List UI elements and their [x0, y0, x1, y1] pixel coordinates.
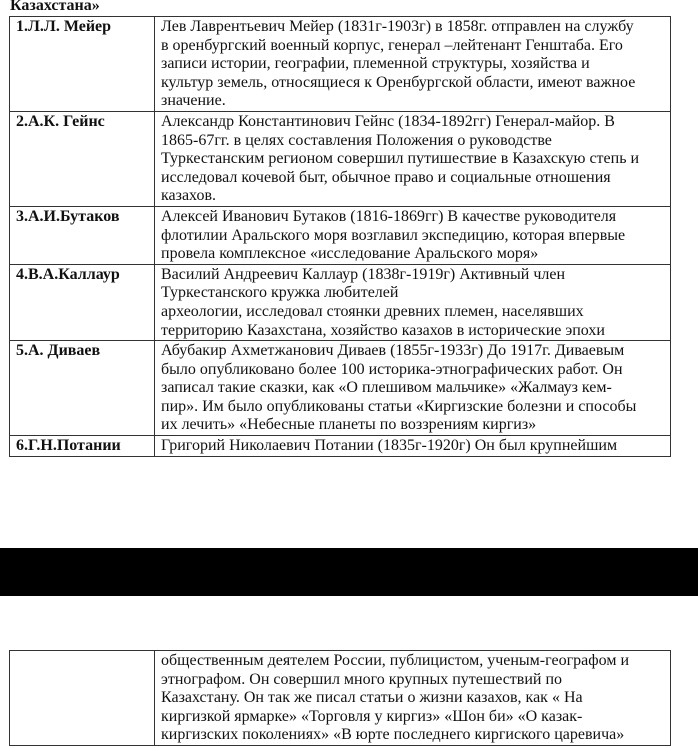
description-line: записи истории, географии, племенной структуры, хозяйства и: [161, 55, 590, 73]
description-line: археологии, исследовал стоянки древних племен, населявших: [161, 302, 584, 320]
table-row: [10, 111, 671, 206]
description-line: киргизкой ярмарке» «Торговля у киргиз» «Шон би» «О казак-: [161, 707, 583, 725]
scientist-name: [10, 651, 155, 746]
table-row: [10, 206, 671, 264]
scientist-name: 5.А. Диваев: [10, 341, 155, 436]
description-line: провела комплексное «исследование Аральского моря»: [161, 245, 539, 263]
scientist-name: 4.В.А.Каллаур: [10, 264, 155, 340]
scientist-description: [155, 651, 671, 746]
page-heading: Казахстана»: [10, 0, 100, 14]
description-line: флотилии Аральского моря возглавил экспедицию, которая впервые: [161, 226, 626, 244]
description-line: киргизских поколениях» «В юрте последнего киргиского царевича»: [161, 726, 625, 744]
description-line: значение.: [161, 92, 226, 110]
scientist-name: 2.А.К. Гейнс: [10, 111, 155, 206]
scientist-name: 1.Л.Л. Мейер: [10, 17, 155, 112]
description-line: Абубакир Ахметжанович Диваев (1855г-1933г) До 1917г. Диваевым: [161, 342, 625, 360]
description-line: пир». Им было опубликованы статьи «Киргизские болезни и способы: [161, 397, 637, 415]
table-row: [10, 341, 671, 436]
table-row: [10, 17, 671, 112]
scientist-description: [155, 341, 671, 436]
scientist-description: [155, 264, 671, 340]
description-line: территорию Казахстана, хозяйство казахов в исторические эпохи: [161, 321, 605, 339]
scientists-table: [9, 16, 671, 457]
description-line: Алексей Иванович Бутаков (1816-1869гг) В качестве руководителя: [161, 207, 617, 225]
scientist-description: [155, 206, 671, 264]
description-line: общественным деятелем России, публицистом, ученым-географом и: [161, 652, 629, 669]
table-row: [10, 436, 671, 457]
description-line: их лечить» «Небесные планеты по воззрениям киргиз»: [161, 416, 537, 434]
description-line: Туркестанским регионом совершил путишествие в Казахскую степь и: [161, 150, 640, 168]
description-line: в оренбургский военный корпус, генерал –лейтенант Генштаба. Его: [161, 36, 623, 54]
description-line: Казахстану. Он так же писал статьи о жизни казахов, как « На: [161, 689, 583, 707]
scientist-description: [155, 111, 671, 206]
description-line: Лев Лаврентьевич Мейер (1831г-1903г) в 1858г. отправлен на службу: [161, 18, 634, 35]
description-line: исследовал кочевой быт, обычное право и социальные отношения: [161, 168, 611, 186]
description-line: Василий Андреевич Каллаур (1838г-1919г) Активный член: [161, 265, 566, 283]
table-row: [10, 651, 671, 746]
description-line: Григорий Николаевич Потании (1835г-1920г) Он был крупнейшим: [161, 437, 618, 455]
description-line: 1865-67гг. в целях составления Положения о руководстве: [161, 131, 552, 149]
description-line: Александр Константинович Гейнс (1834-1892гг) Генерал-майор. В: [161, 112, 615, 130]
scientist-description: [155, 436, 671, 457]
scientists-table-continuation: [9, 650, 671, 746]
description-line: записал такие сказки, как «О плешивом мальчике» «Жалмауз кем-: [161, 379, 612, 397]
description-line: казахов.: [161, 187, 216, 205]
page-separator: [0, 548, 698, 596]
description-line: было опубликовано более 100 историка-этнографических работ. Он: [161, 360, 623, 378]
description-line: этнографом. Он совершил много крупных путешествий по: [161, 670, 563, 688]
description-line: культур земель, относящиеся к Оренбургской области, имеют важное: [161, 73, 636, 91]
table-row: [10, 264, 671, 340]
description-line: Туркестанского кружка любителей: [161, 284, 399, 302]
scientist-description: [155, 17, 671, 112]
scientist-name: 6.Г.Н.Потании: [10, 436, 155, 457]
scientist-name: 3.А.И.Бутаков: [10, 206, 155, 264]
